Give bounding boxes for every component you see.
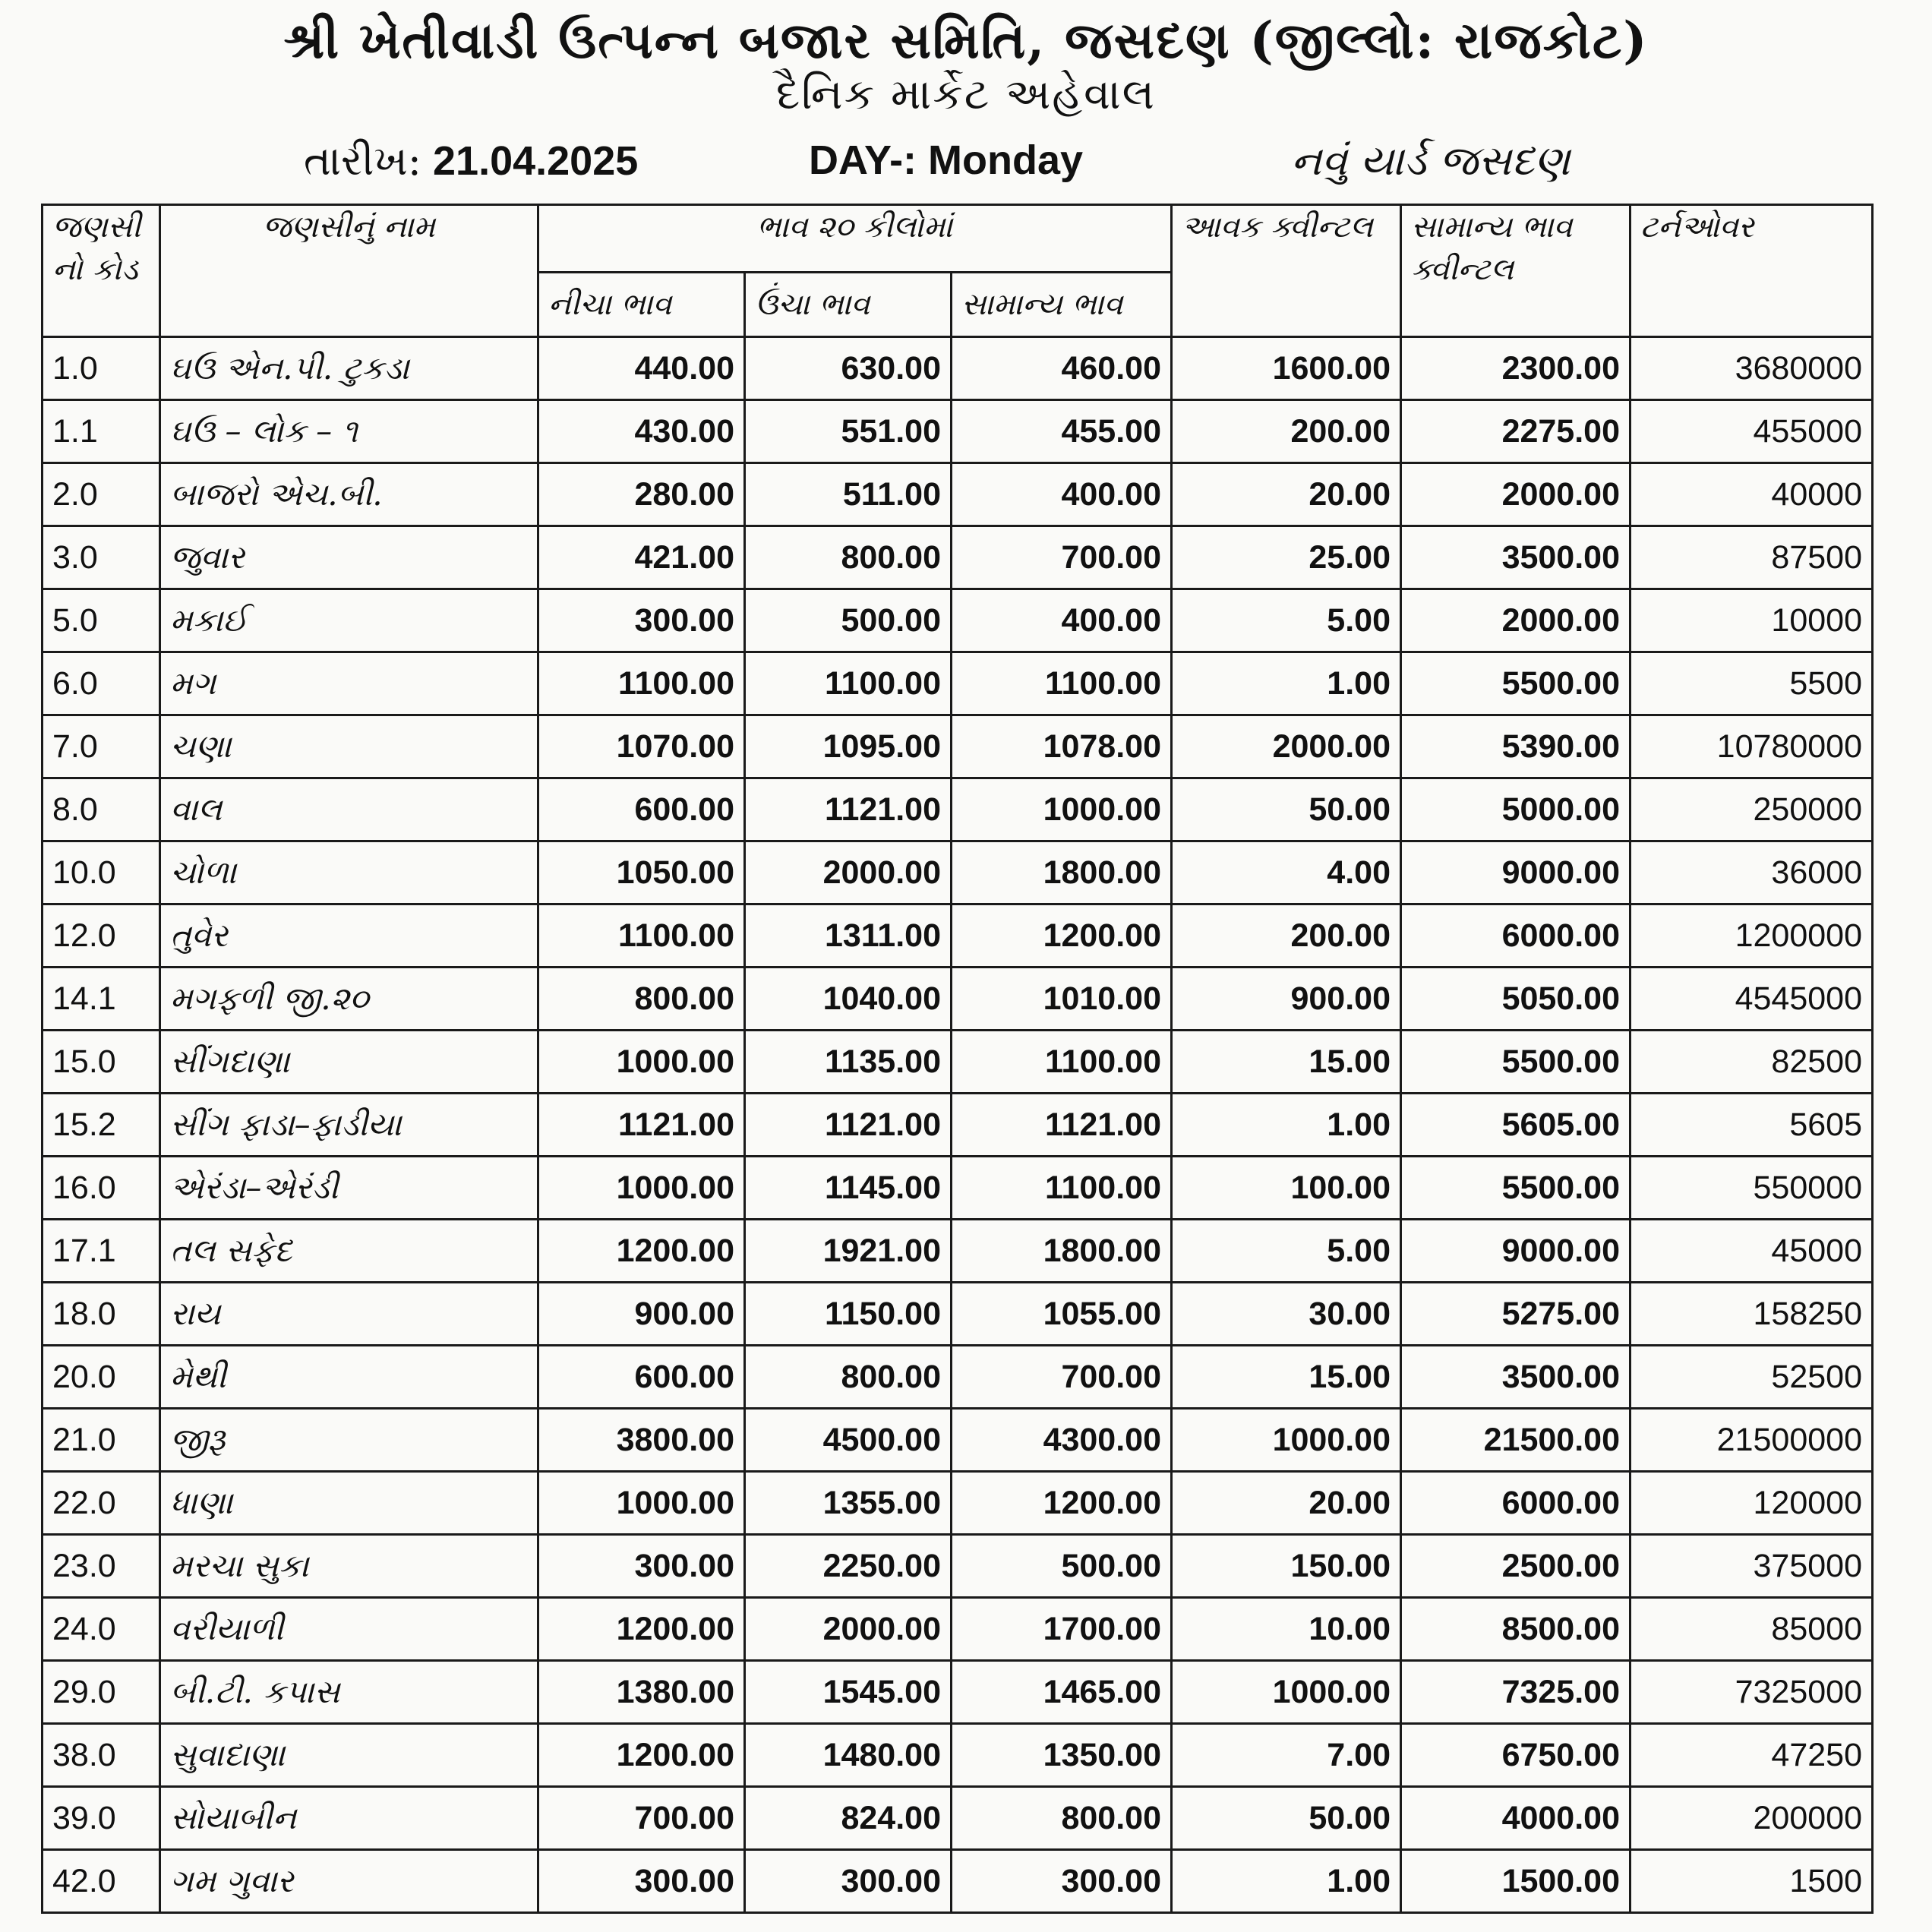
cell-high-price: 551.00 [745, 400, 952, 463]
cell-high-price: 511.00 [745, 463, 952, 526]
cell-code: 22.0 [43, 1472, 160, 1535]
cell-high-price: 2250.00 [745, 1535, 952, 1598]
col-header-avg: સામાન્ય ભાવ [952, 273, 1172, 337]
cell-low-price: 430.00 [538, 400, 745, 463]
table-row [43, 1850, 1873, 1913]
cell-arrival: 200.00 [1172, 400, 1401, 463]
cell-avg-quintal: 5500.00 [1401, 652, 1631, 715]
cell-low-price: 300.00 [538, 1535, 745, 1598]
table-row [43, 1094, 1873, 1157]
cell-code: 18.0 [43, 1283, 160, 1346]
cell-avg-quintal: 6750.00 [1401, 1724, 1631, 1787]
cell-code: 5.0 [43, 589, 160, 652]
cell-avg-price: 400.00 [952, 589, 1172, 652]
cell-low-price: 300.00 [538, 1850, 745, 1913]
cell-low-price: 1200.00 [538, 1220, 745, 1283]
cell-avg-price: 1100.00 [952, 1157, 1172, 1220]
table-row [43, 1346, 1873, 1409]
table-body [43, 337, 1873, 1913]
cell-avg-price: 1200.00 [952, 904, 1172, 968]
cell-turnover: 5500 [1631, 652, 1873, 715]
cell-high-price: 1095.00 [745, 715, 952, 778]
cell-turnover: 250000 [1631, 778, 1873, 841]
table-row [43, 1598, 1873, 1661]
cell-low-price: 700.00 [538, 1787, 745, 1850]
cell-arrival: 100.00 [1172, 1157, 1401, 1220]
cell-avg-quintal: 2275.00 [1401, 400, 1631, 463]
cell-avg-quintal: 2000.00 [1401, 589, 1631, 652]
table-header-row [43, 205, 1873, 273]
col-header-code: જણસી નો કોડ [43, 205, 160, 337]
cell-turnover: 7325000 [1631, 1661, 1873, 1724]
cell-name: તુવેર [160, 904, 538, 968]
market-report-table [41, 204, 1874, 1914]
cell-turnover: 47250 [1631, 1724, 1873, 1787]
col-header-name: જણસીનું નામ [160, 205, 538, 337]
cell-low-price: 1000.00 [538, 1031, 745, 1094]
cell-arrival: 200.00 [1172, 904, 1401, 968]
cell-high-price: 4500.00 [745, 1409, 952, 1472]
cell-high-price: 824.00 [745, 1787, 952, 1850]
cell-avg-price: 1350.00 [952, 1724, 1172, 1787]
cell-high-price: 1135.00 [745, 1031, 952, 1094]
table-row [43, 778, 1873, 841]
table-row [43, 652, 1873, 715]
table-row [43, 400, 1873, 463]
cell-name: વરીયાળી [160, 1598, 538, 1661]
cell-high-price: 1311.00 [745, 904, 952, 968]
cell-arrival: 15.00 [1172, 1031, 1401, 1094]
cell-name: એરંડા–એરંડી [160, 1157, 538, 1220]
cell-avg-quintal: 3500.00 [1401, 1346, 1631, 1409]
cell-avg-price: 400.00 [952, 463, 1172, 526]
cell-avg-quintal: 2500.00 [1401, 1535, 1631, 1598]
cell-low-price: 3800.00 [538, 1409, 745, 1472]
cell-arrival: 5.00 [1172, 589, 1401, 652]
cell-high-price: 1480.00 [745, 1724, 952, 1787]
cell-low-price: 1200.00 [538, 1724, 745, 1787]
cell-code: 29.0 [43, 1661, 160, 1724]
cell-code: 21.0 [43, 1409, 160, 1472]
cell-arrival: 30.00 [1172, 1283, 1401, 1346]
cell-turnover: 36000 [1631, 841, 1873, 904]
cell-high-price: 2000.00 [745, 1598, 952, 1661]
cell-avg-quintal: 5500.00 [1401, 1031, 1631, 1094]
table-row [43, 904, 1873, 968]
cell-arrival: 5.00 [1172, 1220, 1401, 1283]
cell-avg-price: 700.00 [952, 526, 1172, 589]
cell-high-price: 300.00 [745, 1850, 952, 1913]
cell-arrival: 4.00 [1172, 841, 1401, 904]
cell-arrival: 25.00 [1172, 526, 1401, 589]
cell-code: 1.0 [43, 337, 160, 400]
cell-high-price: 1121.00 [745, 1094, 952, 1157]
table-row [43, 1409, 1873, 1472]
cell-low-price: 600.00 [538, 778, 745, 841]
cell-turnover: 85000 [1631, 1598, 1873, 1661]
cell-low-price: 300.00 [538, 589, 745, 652]
cell-turnover: 10780000 [1631, 715, 1873, 778]
cell-code: 14.1 [43, 968, 160, 1031]
col-header-price-group: ભાવ ૨૦ કીલોમાં [538, 205, 1172, 273]
cell-avg-quintal: 2300.00 [1401, 337, 1631, 400]
cell-high-price: 1921.00 [745, 1220, 952, 1283]
cell-high-price: 1145.00 [745, 1157, 952, 1220]
cell-code: 3.0 [43, 526, 160, 589]
cell-avg-price: 1010.00 [952, 968, 1172, 1031]
cell-high-price: 1545.00 [745, 1661, 952, 1724]
cell-avg-price: 300.00 [952, 1850, 1172, 1913]
cell-arrival: 50.00 [1172, 1787, 1401, 1850]
cell-avg-price: 455.00 [952, 400, 1172, 463]
cell-code: 42.0 [43, 1850, 160, 1913]
cell-avg-price: 1078.00 [952, 715, 1172, 778]
cell-high-price: 1121.00 [745, 778, 952, 841]
cell-high-price: 2000.00 [745, 841, 952, 904]
cell-name: ધાણા [160, 1472, 538, 1535]
col-header-turnover: ટર્નઓવર [1631, 205, 1873, 337]
cell-avg-price: 1055.00 [952, 1283, 1172, 1346]
cell-arrival: 1.00 [1172, 1850, 1401, 1913]
cell-code: 16.0 [43, 1157, 160, 1220]
col-header-arrival: આવક ક્વીન્ટલ [1172, 205, 1401, 337]
cell-avg-price: 800.00 [952, 1787, 1172, 1850]
cell-low-price: 1121.00 [538, 1094, 745, 1157]
table-row [43, 526, 1873, 589]
cell-avg-quintal: 5500.00 [1401, 1157, 1631, 1220]
cell-name: મેથી [160, 1346, 538, 1409]
table-row [43, 1535, 1873, 1598]
cell-avg-price: 1700.00 [952, 1598, 1172, 1661]
cell-name: ઘઉ – લોક – ૧ [160, 400, 538, 463]
cell-code: 24.0 [43, 1598, 160, 1661]
cell-avg-quintal: 5390.00 [1401, 715, 1631, 778]
cell-arrival: 1.00 [1172, 1094, 1401, 1157]
cell-avg-quintal: 5275.00 [1401, 1283, 1631, 1346]
cell-low-price: 421.00 [538, 526, 745, 589]
table-row [43, 1157, 1873, 1220]
cell-name: ગમ ગુવાર [160, 1850, 538, 1913]
cell-turnover: 158250 [1631, 1283, 1873, 1346]
cell-name: મરચા સુકા [160, 1535, 538, 1598]
report-title: શ્રી ખેતીવાડી ઉત્પન્ન બજાર સમિતિ, જસદણ (જીલ્લો: રાજકોટ) [283, 11, 1649, 70]
cell-low-price: 1000.00 [538, 1157, 745, 1220]
cell-name: સીંગ ફાડા–ફાડીયા [160, 1094, 538, 1157]
cell-avg-price: 1100.00 [952, 652, 1172, 715]
cell-low-price: 900.00 [538, 1283, 745, 1346]
cell-name: સીંગદાણા [160, 1031, 538, 1094]
table-row [43, 841, 1873, 904]
cell-turnover: 4545000 [1631, 968, 1873, 1031]
cell-avg-quintal: 4000.00 [1401, 1787, 1631, 1850]
cell-avg-quintal: 5050.00 [1401, 968, 1631, 1031]
cell-avg-quintal: 2000.00 [1401, 463, 1631, 526]
cell-name: ઘઉ એન.પી. ટુકડા [160, 337, 538, 400]
date-value: 21.04.2025 [433, 138, 639, 184]
table-row [43, 1283, 1873, 1346]
cell-name: ચોળા [160, 841, 538, 904]
cell-avg-quintal: 8500.00 [1401, 1598, 1631, 1661]
cell-turnover: 45000 [1631, 1220, 1873, 1283]
yard-name: નવું યાર્ડ જસદણ [1291, 137, 1571, 185]
table-row [43, 1724, 1873, 1787]
cell-avg-price: 700.00 [952, 1346, 1172, 1409]
cell-low-price: 1200.00 [538, 1598, 745, 1661]
cell-turnover: 82500 [1631, 1031, 1873, 1094]
cell-high-price: 1355.00 [745, 1472, 952, 1535]
cell-low-price: 1380.00 [538, 1661, 745, 1724]
cell-turnover: 52500 [1631, 1346, 1873, 1409]
cell-low-price: 280.00 [538, 463, 745, 526]
cell-code: 7.0 [43, 715, 160, 778]
table-row [43, 968, 1873, 1031]
cell-code: 17.1 [43, 1220, 160, 1283]
cell-code: 2.0 [43, 463, 160, 526]
cell-turnover: 200000 [1631, 1787, 1873, 1850]
cell-high-price: 1150.00 [745, 1283, 952, 1346]
cell-code: 15.0 [43, 1031, 160, 1094]
cell-avg-price: 1800.00 [952, 841, 1172, 904]
cell-name: જુવાર [160, 526, 538, 589]
cell-avg-price: 1200.00 [952, 1472, 1172, 1535]
cell-turnover: 375000 [1631, 1535, 1873, 1598]
cell-low-price: 800.00 [538, 968, 745, 1031]
cell-turnover: 120000 [1631, 1472, 1873, 1535]
cell-name: ચણા [160, 715, 538, 778]
cell-name: સોયાબીન [160, 1787, 538, 1850]
cell-avg-price: 1121.00 [952, 1094, 1172, 1157]
cell-turnover: 455000 [1631, 400, 1873, 463]
cell-avg-price: 1465.00 [952, 1661, 1172, 1724]
report-day: DAY-: Monday [809, 137, 1084, 183]
cell-turnover: 21500000 [1631, 1409, 1873, 1472]
cell-avg-quintal: 6000.00 [1401, 1472, 1631, 1535]
cell-low-price: 1100.00 [538, 652, 745, 715]
cell-avg-quintal: 3500.00 [1401, 526, 1631, 589]
cell-code: 1.1 [43, 400, 160, 463]
cell-low-price: 1000.00 [538, 1472, 745, 1535]
cell-avg-price: 460.00 [952, 337, 1172, 400]
cell-turnover: 550000 [1631, 1157, 1873, 1220]
cell-arrival: 20.00 [1172, 1472, 1401, 1535]
cell-arrival: 900.00 [1172, 968, 1401, 1031]
cell-code: 15.2 [43, 1094, 160, 1157]
cell-high-price: 800.00 [745, 526, 952, 589]
cell-avg-quintal: 5000.00 [1401, 778, 1631, 841]
cell-avg-price: 1800.00 [952, 1220, 1172, 1283]
col-header-avg-quintal: સામાન્ય ભાવ ક્વીન્ટલ [1401, 205, 1631, 337]
cell-avg-quintal: 9000.00 [1401, 1220, 1631, 1283]
cell-turnover: 1500 [1631, 1850, 1873, 1913]
cell-avg-quintal: 21500.00 [1401, 1409, 1631, 1472]
cell-turnover: 3680000 [1631, 337, 1873, 400]
cell-name: બી.ટી. કપાસ [160, 1661, 538, 1724]
cell-arrival: 150.00 [1172, 1535, 1401, 1598]
cell-high-price: 1040.00 [745, 968, 952, 1031]
cell-code: 39.0 [43, 1787, 160, 1850]
cell-turnover: 87500 [1631, 526, 1873, 589]
cell-arrival: 1.00 [1172, 652, 1401, 715]
table-row [43, 1031, 1873, 1094]
table-row [43, 337, 1873, 400]
cell-arrival: 2000.00 [1172, 715, 1401, 778]
cell-code: 23.0 [43, 1535, 160, 1598]
cell-name: જીરૂ [160, 1409, 538, 1472]
table-row [43, 1787, 1873, 1850]
cell-name: મગફળી જી.૨૦ [160, 968, 538, 1031]
cell-code: 10.0 [43, 841, 160, 904]
cell-code: 20.0 [43, 1346, 160, 1409]
cell-code: 12.0 [43, 904, 160, 968]
cell-avg-price: 1000.00 [952, 778, 1172, 841]
cell-low-price: 1100.00 [538, 904, 745, 968]
cell-name: સુવાદાણા [160, 1724, 538, 1787]
cell-arrival: 1000.00 [1172, 1409, 1401, 1472]
cell-avg-quintal: 7325.00 [1401, 1661, 1631, 1724]
table-row [43, 589, 1873, 652]
cell-low-price: 600.00 [538, 1346, 745, 1409]
cell-high-price: 630.00 [745, 337, 952, 400]
cell-avg-price: 4300.00 [952, 1409, 1172, 1472]
date-label: તારીખ: [304, 137, 421, 185]
cell-arrival: 7.00 [1172, 1724, 1401, 1787]
cell-name: બાજરો એચ.બી. [160, 463, 538, 526]
cell-arrival: 1000.00 [1172, 1661, 1401, 1724]
cell-high-price: 800.00 [745, 1346, 952, 1409]
report-date [304, 137, 638, 185]
cell-arrival: 50.00 [1172, 778, 1401, 841]
cell-name: તલ સફેદ [160, 1220, 538, 1283]
table-row [43, 463, 1873, 526]
cell-low-price: 1050.00 [538, 841, 745, 904]
cell-code: 8.0 [43, 778, 160, 841]
cell-turnover: 5605 [1631, 1094, 1873, 1157]
table-row [43, 715, 1873, 778]
cell-turnover: 1200000 [1631, 904, 1873, 968]
cell-turnover: 10000 [1631, 589, 1873, 652]
cell-low-price: 1070.00 [538, 715, 745, 778]
cell-low-price: 440.00 [538, 337, 745, 400]
cell-name: મગ [160, 652, 538, 715]
cell-high-price: 1100.00 [745, 652, 952, 715]
cell-avg-price: 1100.00 [952, 1031, 1172, 1094]
cell-name: મકાઈ [160, 589, 538, 652]
table-row [43, 1472, 1873, 1535]
cell-avg-quintal: 6000.00 [1401, 904, 1631, 968]
cell-avg-quintal: 5605.00 [1401, 1094, 1631, 1157]
cell-code: 6.0 [43, 652, 160, 715]
cell-avg-quintal: 1500.00 [1401, 1850, 1631, 1913]
col-header-low: નીચા ભાવ [538, 273, 745, 337]
cell-arrival: 1600.00 [1172, 337, 1401, 400]
col-header-high: ઉંચા ભાવ [745, 273, 952, 337]
table-row [43, 1661, 1873, 1724]
cell-arrival: 20.00 [1172, 463, 1401, 526]
report-subtitle: દૈનિક માર્કેટ અહેવાલ [775, 70, 1157, 119]
table-row [43, 1220, 1873, 1283]
cell-turnover: 40000 [1631, 463, 1873, 526]
cell-code: 38.0 [43, 1724, 160, 1787]
cell-avg-quintal: 9000.00 [1401, 841, 1631, 904]
cell-avg-price: 500.00 [952, 1535, 1172, 1598]
cell-arrival: 15.00 [1172, 1346, 1401, 1409]
cell-high-price: 500.00 [745, 589, 952, 652]
cell-arrival: 10.00 [1172, 1598, 1401, 1661]
cell-name: રાય [160, 1283, 538, 1346]
cell-name: વાલ [160, 778, 538, 841]
